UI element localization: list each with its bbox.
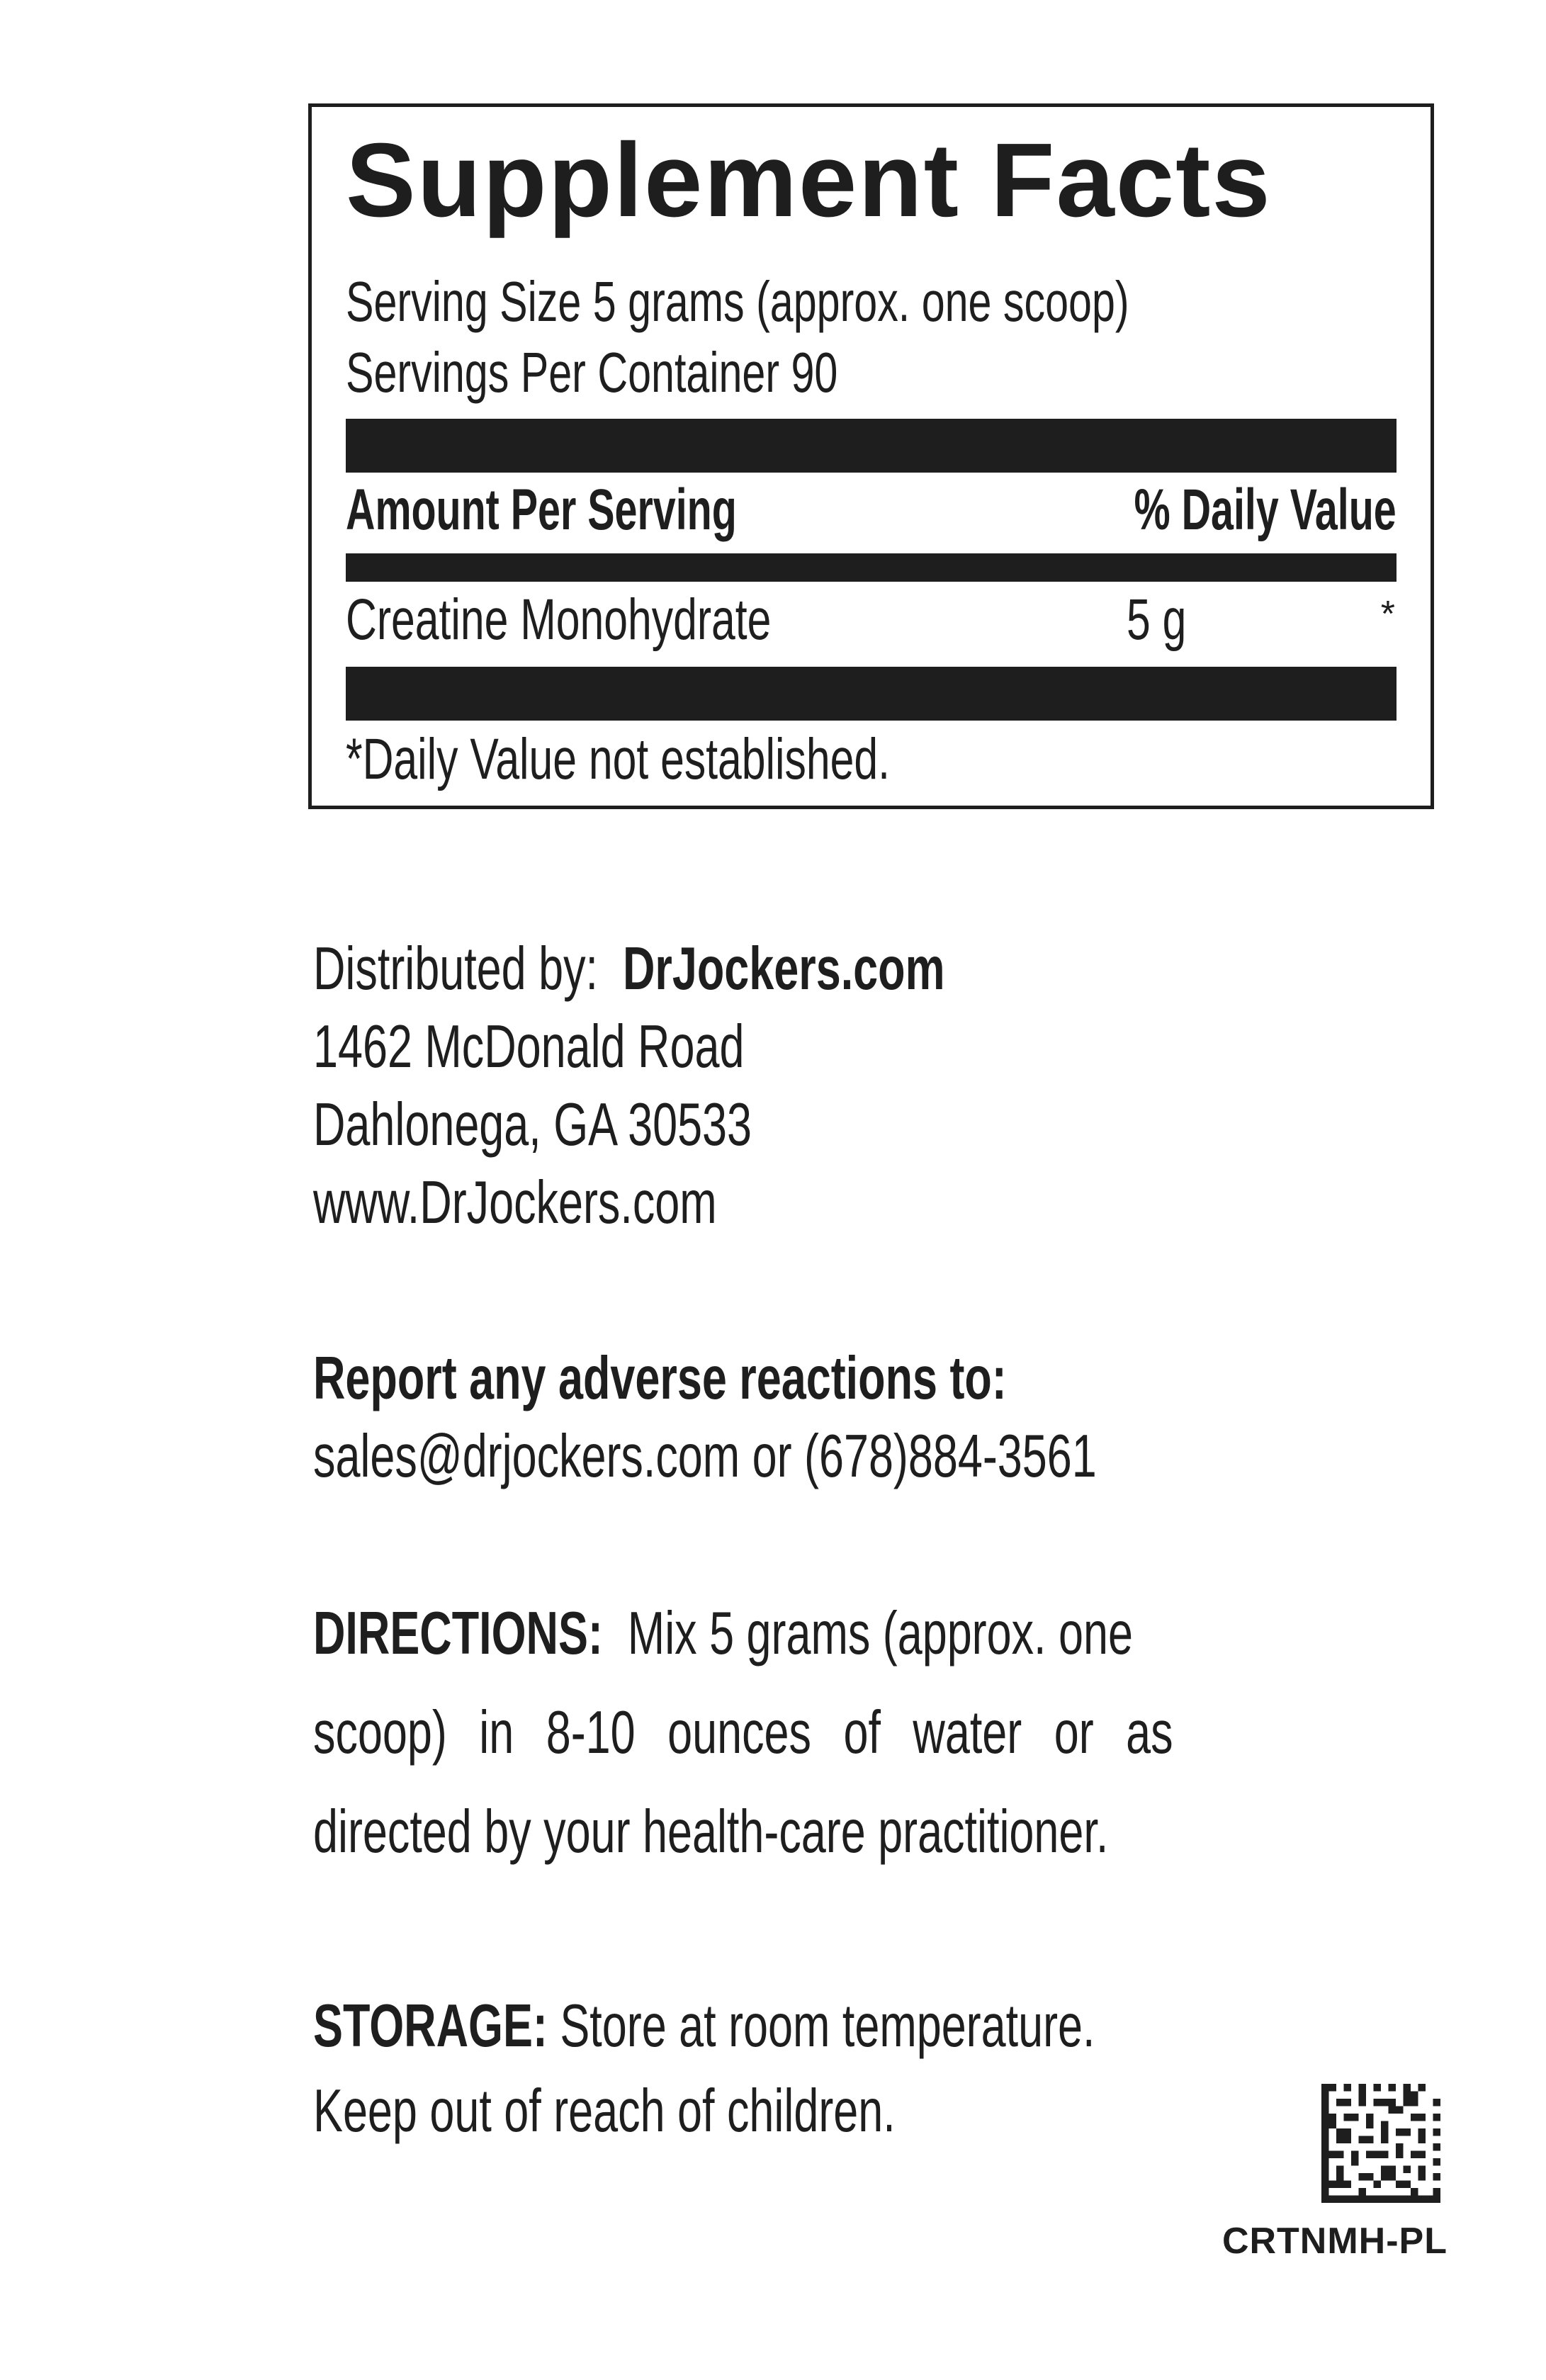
thick-divider-top (346, 419, 1397, 473)
directions-label: DIRECTIONS: (313, 1600, 603, 1667)
directions-text-1: Mix 5 grams (approx. one (627, 1600, 1133, 1667)
product-code: CRTNMH-PL (1221, 2221, 1448, 2262)
distributor-line (313, 935, 945, 1003)
facts-title: Supplement Facts (346, 122, 1272, 239)
daily-value-footnote: *Daily Value not established. (346, 727, 890, 791)
medium-divider (346, 553, 1397, 582)
directions-line-3: directed by your health-care practitioner. (313, 1798, 1109, 1866)
adverse-heading: Report any adverse reactions to: (313, 1345, 1007, 1412)
adverse-contact: sales@drjockers.com or (678)884-3561 (313, 1423, 1097, 1490)
distributor-label: Distributed by: (313, 935, 599, 1003)
storage-label: STORAGE: (313, 1992, 548, 2060)
amount-per-serving-header: Amount Per Serving (346, 478, 737, 542)
serving-size: Serving Size 5 grams (approx. one scoop) (346, 270, 1129, 333)
ingredient-daily-value: * (1380, 594, 1395, 635)
storage-line-1 (313, 1992, 1095, 2060)
directions-line-1 (313, 1600, 1133, 1667)
directions-line-2: scoop) in 8-10 ounces of water or as (313, 1699, 1173, 1766)
distributor-name: DrJockers.com (622, 935, 945, 1003)
datamatrix-barcode-icon (1321, 2084, 1440, 2203)
ingredient-name: Creatine Monohydrate (346, 587, 772, 652)
ingredient-amount: 5 g (1127, 587, 1187, 652)
address-line-2: Dahlonega, GA 30533 (313, 1091, 752, 1158)
daily-value-header: % Daily Value (1134, 478, 1397, 542)
servings-per-container: Servings Per Container 90 (346, 341, 838, 404)
supplement-facts-panel (308, 103, 1434, 809)
thick-divider-bottom (346, 667, 1397, 721)
storage-text-1: Store at room temperature. (560, 1992, 1095, 2060)
website-link[interactable]: www.DrJockers.com (313, 1169, 717, 1236)
storage-line-2: Keep out of reach of children. (313, 2077, 896, 2145)
address-line-1: 1462 McDonald Road (313, 1013, 745, 1081)
